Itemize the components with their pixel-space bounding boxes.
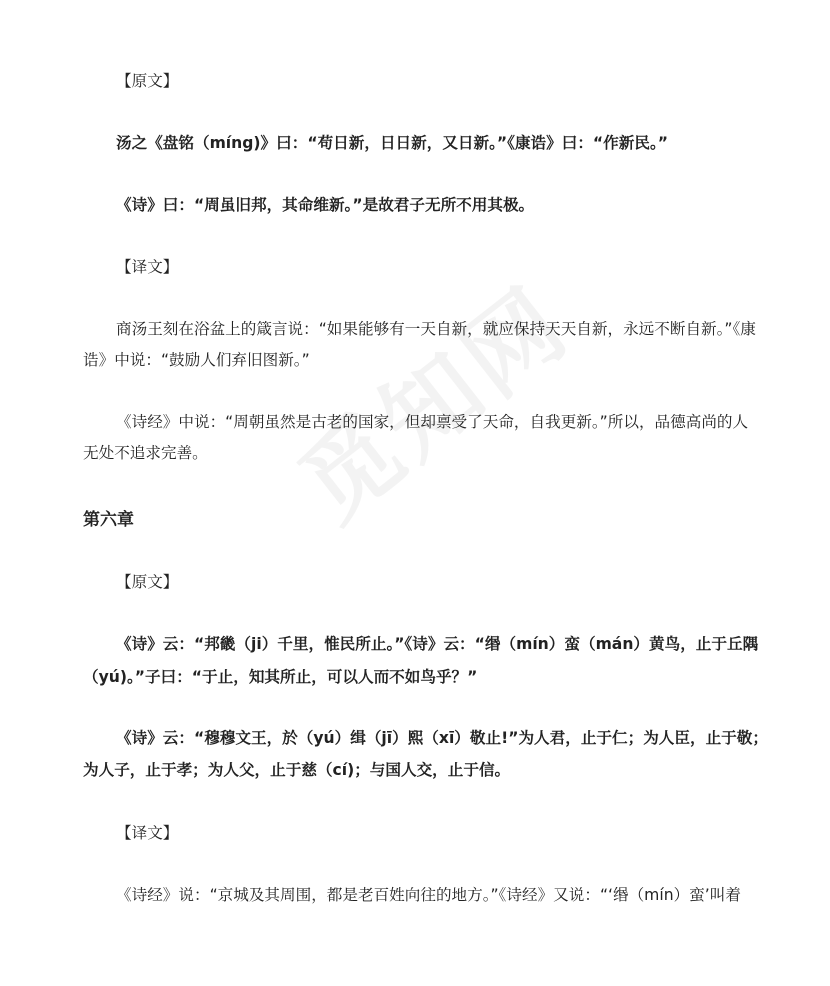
section-heading-translation: 【译文】: [116, 824, 179, 842]
original-text-line: 《诗》云：“邦畿（ji）千里，惟民所止。”《诗》云：“缗（mín）蛮（mán）黄鸟，止于丘隅: [116, 635, 759, 653]
translation-text-line: 无处不追求完善。: [83, 444, 208, 462]
original-text-line: 为人子，止于孝；为人父，止于慈（cí)；与国人交，止于信。: [83, 761, 511, 779]
original-text-line: 汤之《盘铭（míng)》曰：“苟日新，日日新，又日新。”《康诰》曰：“作新民。”: [116, 134, 668, 152]
section-heading-original: 【原文】: [116, 72, 179, 90]
original-text-line: （yú)。”子曰：“于止，知其所止，可以人而不如鸟乎？”: [83, 668, 478, 686]
section-heading-translation: 【译文】: [116, 258, 179, 276]
chapter-title: 第六章: [83, 510, 134, 530]
translation-text-line: 商汤王刻在浴盆上的箴言说：“如果能够有一天自新，就应保持天天自新，永远不断自新。”《康: [116, 320, 756, 338]
translation-text-line: 《诗经》说：“京城及其周围，都是老百姓向往的地方。”《诗经》又说：“‘缗（mín）蛮’叫着: [116, 886, 741, 904]
original-text-line: 《诗》云：“穆穆文王，於（yú）缉（jī）熙（xī）敬止!”为人君，止于仁；为人臣，止于敬；: [116, 729, 768, 747]
watermark: [254, 240, 606, 557]
section-heading-original: 【原文】: [116, 573, 179, 591]
translation-text-line: 诰》中说：“鼓励人们弃旧图新。”: [83, 351, 310, 369]
original-text-line: 《诗》曰：“周虽旧邦，其命维新。”是故君子无所不用其极。: [116, 196, 535, 214]
translation-text-line: 《诗经》中说：“周朝虽然是古老的国家，但却禀受了天命，自我更新。”所以，品德高尚的人: [116, 413, 749, 431]
